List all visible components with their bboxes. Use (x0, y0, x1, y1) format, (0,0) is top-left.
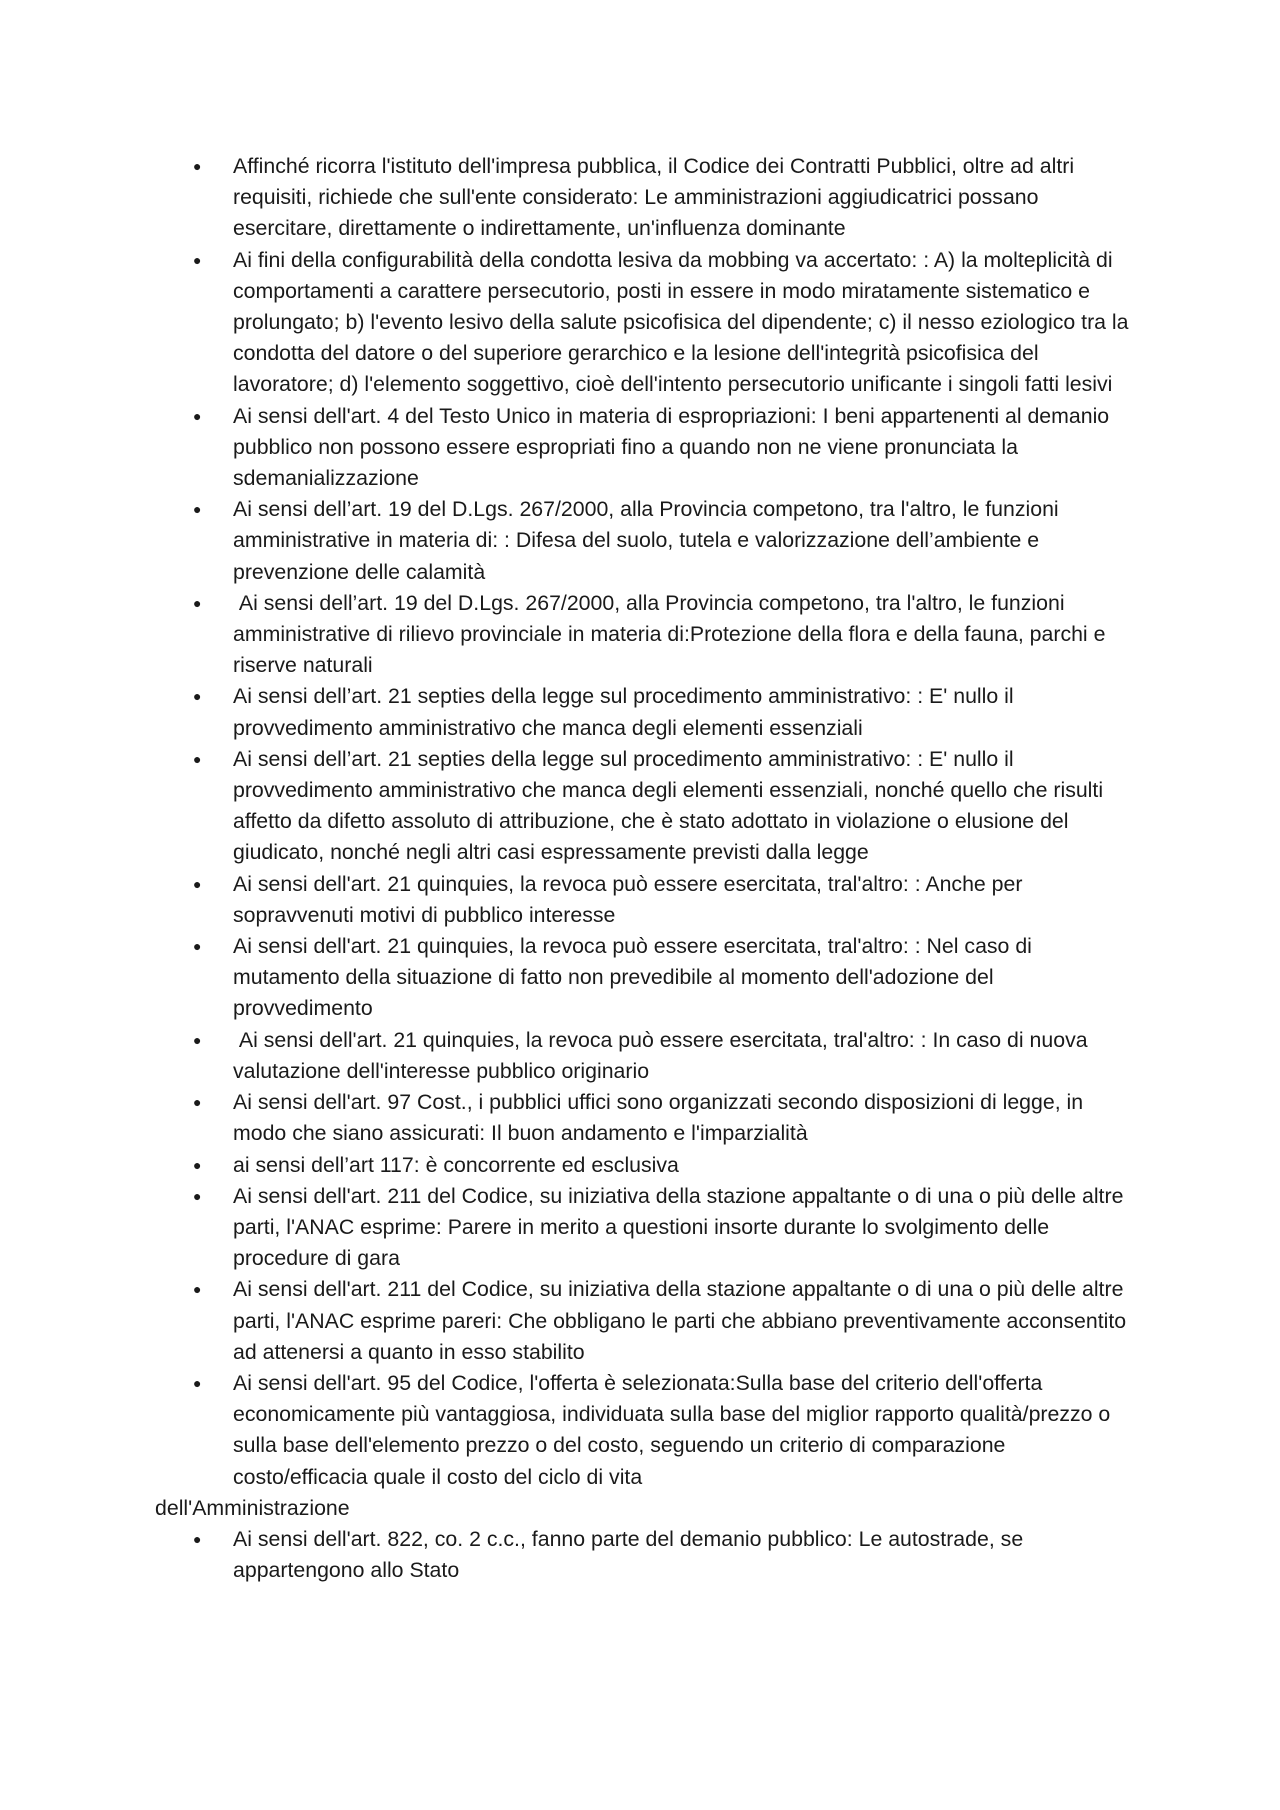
list-item (155, 151, 1135, 245)
list-item (155, 1274, 1135, 1368)
list-item (155, 744, 1135, 869)
list-item-text: Ai sensi dell'art. 211 del Codice, su iniziativa della stazione appaltante o di una o più delle altre parti, l'ANAC esprime pareri: Che obbligano le parti che abbiano preventivamente acconsentito ad attenersi a quanto in esso stabilito (233, 1277, 1127, 1364)
list-item-text: Ai sensi dell’art. 19 del D.Lgs. 267/2000, alla Provincia competono, tra l'altro, le funzioni amministrative di rilievo provinciale in materia di:Protezione della flora e della fauna, parchi e riserve naturali (233, 590, 1112, 678)
bullet-icon: ● (193, 1530, 202, 1547)
bullet-icon: ● (193, 688, 202, 705)
list-item-text: Ai sensi dell'art. 822, co. 2 c.c., fanno parte del demanio pubblico: Le autostrade, se appartengono allo Stato (233, 1526, 1024, 1583)
list-item (155, 681, 1135, 743)
list-item (155, 1181, 1135, 1275)
bullet-icon: ● (193, 1281, 202, 1298)
list-item (155, 869, 1135, 931)
bullet-icon: ● (193, 158, 202, 174)
list-item-text: Ai sensi dell'art. 95 del Codice, l'offerta è selezionata:Sulla base del criterio dell'offerta economicamente più vantaggiosa, individuata sulla base del miglior rapporto qualità/prezzo o sulla base dell'elemento prezzo o del costo, seguendo un criterio di comparazione costo/efficacia quale il costo del ciclo di vita (233, 1370, 1111, 1489)
bullet-icon: ● (193, 594, 202, 611)
document-body (155, 151, 1135, 1586)
list-item-text: Ai sensi dell’art. 21 septies della legge sul procedimento amministrativo: : E' nullo il provvedimento amministrativo che manca degli elementi essenziali, nonché quello che risulti affetto da difetto assoluto di attribuzione, che è stato adottato in violazione o elusione del giudicato, nonché negli altri casi espressamente previsti dalla legge (233, 746, 1104, 865)
list-item (155, 1150, 1135, 1181)
list-item (155, 401, 1135, 495)
bullet-list (155, 151, 1135, 1493)
list-item-text: Ai sensi dell'art. 21 quinquies, la revoca può essere esercitata, tral'altro: : Nel caso di mutamento della situazione di fatto non prevedibile al momento dell'adozione del provvedimento (233, 934, 1032, 1021)
list-item-text: Ai sensi dell'art. 21 quinquies, la revoca può essere esercitata, tral'altro: : Anche per sopravvenuti motivi di pubblico interesse (233, 871, 1023, 927)
list-item-text: Ai sensi dell'art. 97 Cost., i pubblici uffici sono organizzati secondo disposizioni di legge, in modo che siano assicurati: Il buon andamento e l'imparzialità (233, 1090, 1084, 1146)
list-item-text: ai sensi dell’art 117: è concorrente ed esclusiva (233, 1152, 679, 1177)
list-item-text: Ai fini della configurabilità della condotta lesiva da mobbing va accertato: : A) la molteplicità di comportamenti a carattere persecutorio, posti in essere in modo miratamente sistematico e prolungato; b) l'evento lesivo della salute psicofisica del dipendente; c) il nesso eziologico tra la condotta del datore o del superiore gerarchico e la lesione dell'integrità psicofisica del lavoratore; d) l'elemento soggettivo, cioè dell'intento persecutorio unificante i singoli fatti lesivi (233, 247, 1129, 397)
bullet-icon: ● (193, 1156, 202, 1173)
list-item (155, 245, 1135, 401)
list-item (155, 1524, 1135, 1586)
list-item (155, 1087, 1135, 1149)
list-item-text: Affinché ricorra l'istituto dell'impresa pubblica, il Codice dei Contratti Pubblici, oltre ad altri requisiti, richiede che sull'ente considerato: Le amministrazioni aggiudicatrici possano esercitare, direttamente o indirettamente, un'influenza dominante (233, 154, 1075, 241)
list-item-text: Ai sensi dell'art. 4 del Testo Unico in materia di espropriazioni: I beni appartenenti al demanio pubblico non possono essere espropriati fino a quando non ne viene pronunciata la sdemanializzazione (233, 403, 1110, 491)
list-item (155, 588, 1135, 682)
bullet-icon: ● (193, 1094, 202, 1111)
list-item (155, 931, 1135, 1025)
bullet-icon: ● (193, 750, 202, 767)
list-item (155, 1025, 1135, 1087)
list-item (155, 1368, 1135, 1493)
bullet-icon: ● (193, 938, 202, 955)
list-item-text: Ai sensi dell'art. 211 del Codice, su iniziativa della stazione appaltante o di una o più delle altre parti, l'ANAC esprime: Parere in merito a questioni insorte durante lo svolgimento delle procedure di gara (233, 1183, 1124, 1271)
list-item-text: Ai sensi dell’art. 19 del D.Lgs. 267/2000, alla Provincia competono, tra l'altro, le funzioni amministrative in materia di: : Difesa del suolo, tutela e valorizzazione dell’ambiente e prevenzione delle calamità (233, 497, 1059, 584)
list-item (155, 494, 1135, 588)
bullet-list-continued (155, 1524, 1135, 1586)
bullet-icon: ● (193, 875, 202, 892)
bullet-icon: ● (193, 1031, 202, 1048)
continuation-text: dell'Amministrazione (155, 1495, 350, 1520)
bullet-icon: ● (193, 1374, 202, 1391)
bullet-icon: ● (193, 407, 202, 424)
bullet-icon: ● (193, 251, 202, 268)
list-item-text: Ai sensi dell’art. 21 septies della legge sul procedimento amministrativo: : E' nullo il provvedimento amministrativo che manca degli elementi essenziali (233, 684, 1014, 740)
bullet-icon: ● (193, 501, 202, 518)
bullet-icon: ● (193, 1187, 202, 1204)
list-item-text: Ai sensi dell'art. 21 quinquies, la revoca può essere esercitata, tral'altro: : In caso di nuova valutazione dell'interesse pubblico originario (233, 1027, 1094, 1083)
